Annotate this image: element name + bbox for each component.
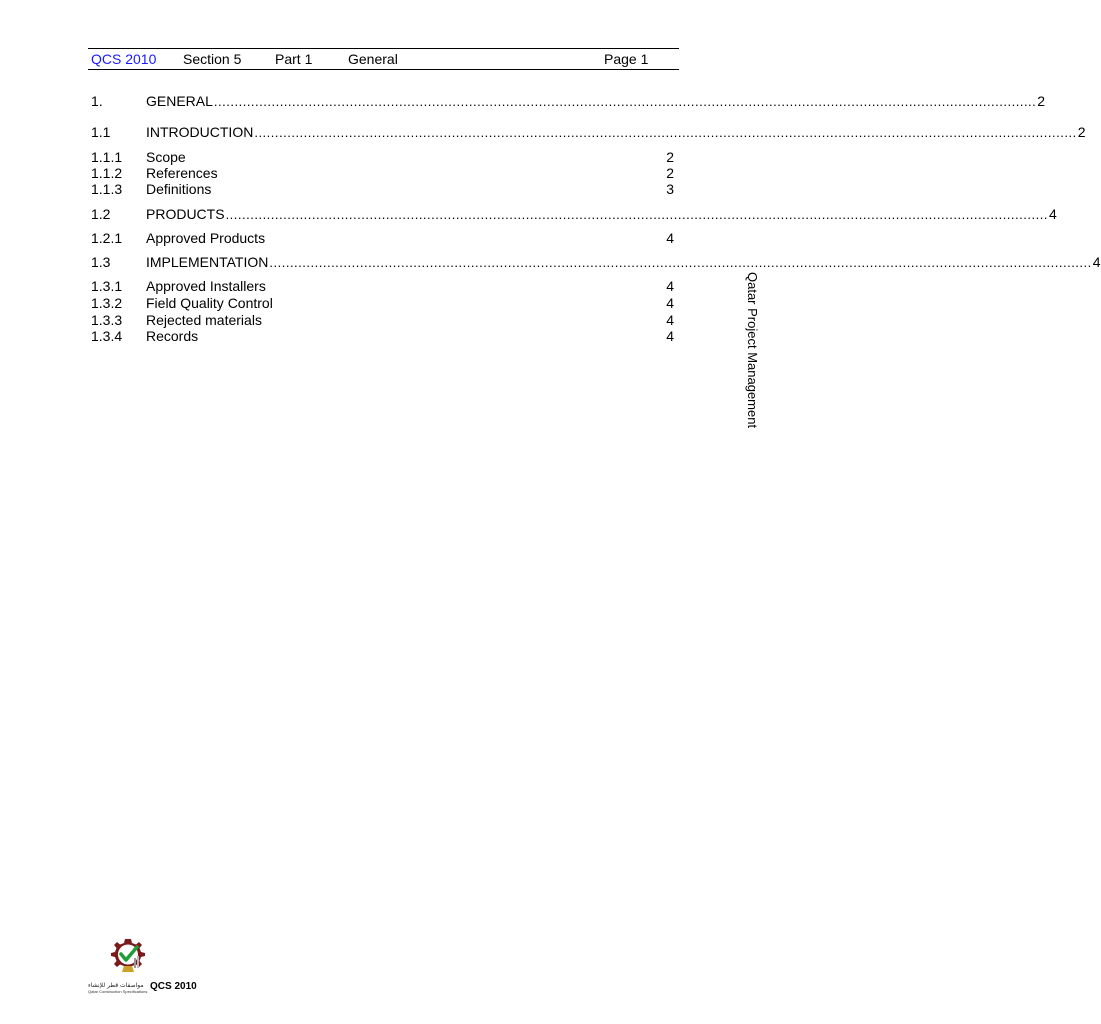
toc-entry-number: 1.3.2	[91, 295, 123, 311]
footer-logo	[88, 936, 208, 998]
toc-entry-number: 1.1.2	[91, 165, 123, 181]
toc-entry-number: 1.3.1	[91, 278, 123, 294]
toc-entry-number: 1.3.3	[91, 312, 123, 328]
header-section: Section 5	[183, 51, 242, 67]
toc-entry-title: Records	[146, 328, 199, 344]
toc-entry[interactable]	[91, 328, 674, 345]
toc-entry-title: Approved Installers	[146, 278, 266, 294]
header-qcs-label: QCS 2010	[91, 51, 157, 67]
toc-entry-number: 1.1	[91, 124, 111, 140]
header-title: General	[348, 51, 398, 67]
toc-entry-title: Field Quality Control	[146, 295, 273, 311]
toc-entry-number: 1.2	[91, 206, 111, 222]
toc-entry-title: GENERAL	[146, 93, 213, 109]
toc-entry-page: 4	[666, 328, 674, 344]
toc-entry-number: 1.	[91, 93, 103, 109]
gear-logo-icon	[108, 936, 148, 981]
toc-entry-number: 1.3.4	[91, 328, 123, 344]
toc-entry-page: 4	[1092, 254, 1101, 270]
toc-entry-title: INTRODUCTION	[146, 124, 254, 140]
page-header	[88, 48, 679, 70]
toc-entry-number: 1.2.1	[91, 230, 123, 246]
toc-entry-title: Scope	[146, 149, 186, 165]
logo-arabic-text: مواصفات قطر للإنشاء	[88, 982, 144, 989]
toc-entry[interactable]	[91, 124, 1086, 141]
toc-leader-dots: ........................................................................................................................................................................................................	[269, 255, 1092, 270]
toc-entry-page: 4	[666, 312, 674, 328]
toc-entry-page: 4	[1048, 206, 1057, 222]
toc-leader-dots: ........................................................................................................................................................................................................	[225, 207, 1048, 222]
toc-entry-number: 1.1.1	[91, 149, 123, 165]
toc-entry[interactable]	[91, 181, 674, 198]
toc-entry-page: 4	[666, 230, 674, 246]
toc-leader-dots: ........................................................................................................................................................................................................	[254, 125, 1077, 140]
toc-entry-number: 1.3	[91, 254, 111, 270]
footer-qcs-label: QCS 2010	[150, 981, 197, 992]
toc-entry-page: 2	[666, 149, 674, 165]
toc-entry[interactable]	[91, 254, 1101, 271]
header-part: Part 1	[275, 51, 313, 67]
toc-entry-number: 1.1.3	[91, 181, 123, 197]
toc-entry-title: Approved Products	[146, 230, 266, 246]
toc-entry-page: 4	[666, 278, 674, 294]
toc-entry[interactable]	[91, 278, 674, 295]
toc-entry[interactable]	[91, 149, 674, 166]
toc-entry-page: 4	[666, 295, 674, 311]
toc-entry-page: 2	[1037, 93, 1046, 109]
side-vertical-text: Qatar Project Management	[745, 272, 760, 429]
toc-entry[interactable]	[91, 295, 674, 312]
toc-entry-page: 2	[666, 165, 674, 181]
toc-entry-page: 3	[666, 181, 674, 197]
toc-entry-title: Definitions	[146, 181, 212, 197]
toc-entry[interactable]	[91, 93, 1046, 110]
toc-entry[interactable]	[91, 165, 674, 182]
toc-entry[interactable]	[91, 312, 674, 329]
toc-entry[interactable]	[91, 230, 674, 247]
toc-entry-page: 2	[1077, 124, 1086, 140]
toc-entry[interactable]	[91, 206, 1057, 223]
header-page-number: Page 1	[604, 51, 649, 67]
toc-entry-title: IMPLEMENTATION	[146, 254, 269, 270]
toc-leader-dots: ........................................................................................................................................................................................................	[213, 94, 1037, 109]
logo-subtitle: Qatar Construction Specifications	[88, 989, 148, 994]
toc-entry-title: References	[146, 165, 218, 181]
toc-entry-title: Rejected materials	[146, 312, 262, 328]
toc-entry-title: PRODUCTS	[146, 206, 225, 222]
